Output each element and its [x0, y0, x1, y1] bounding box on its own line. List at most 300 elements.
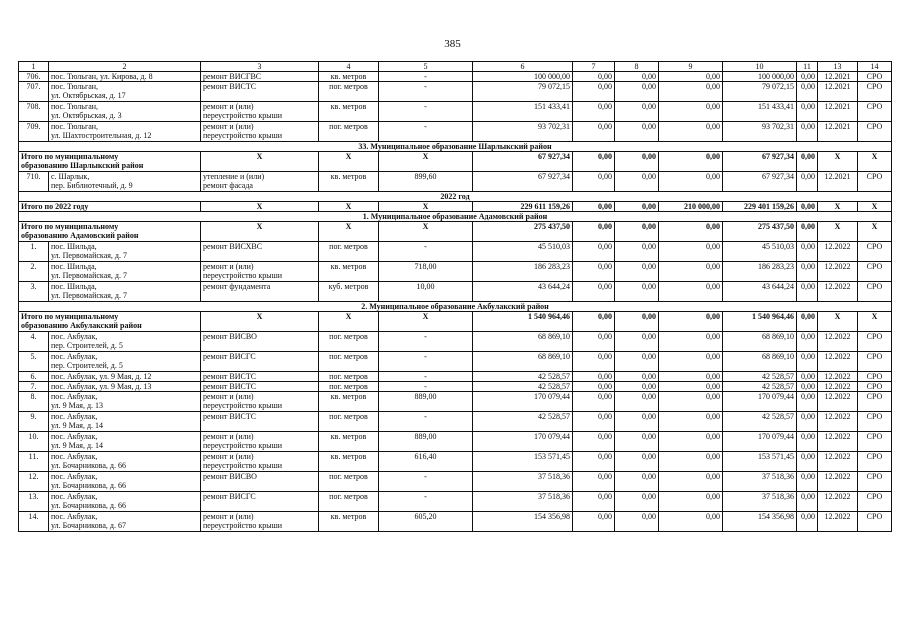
- table-cell: 0,00: [615, 312, 659, 332]
- table-cell: 1 540 964,46: [473, 312, 573, 332]
- table-cell: 0,00: [615, 172, 659, 192]
- table-cell: 0,00: [573, 262, 615, 282]
- table-cell: СРО: [858, 82, 892, 102]
- table-cell: 0,00: [573, 282, 615, 302]
- table-cell: 5: [379, 62, 473, 72]
- table-cell: ремонт ВИСГС: [201, 352, 319, 372]
- table-cell: 1 540 964,46: [723, 312, 797, 332]
- table-cell: СРО: [858, 172, 892, 192]
- table-cell: 42 528,57: [723, 412, 797, 432]
- table-cell: X: [818, 152, 858, 172]
- table-cell: 10: [723, 62, 797, 72]
- table-cell: СРО: [858, 382, 892, 392]
- table-cell: 13: [818, 62, 858, 72]
- table-cell: 0,00: [615, 152, 659, 172]
- table-cell: ремонт и (или) переустройство крыши: [201, 122, 319, 142]
- table-cell: пос. Тюльган, ул. Октябрьская, д. 17: [49, 82, 201, 102]
- table-cell: 0,00: [573, 432, 615, 452]
- table-cell: 0,00: [659, 512, 723, 532]
- table-cell: 10,00: [379, 282, 473, 302]
- table-cell: 153 571,45: [723, 452, 797, 472]
- table-cell: 12.2021: [818, 102, 858, 122]
- table-cell: пос. Акбулак, пер. Строителей, д. 5: [49, 352, 201, 372]
- table-cell: 710.: [19, 172, 49, 192]
- table-row: [19, 262, 892, 282]
- table-cell: 0,00: [659, 102, 723, 122]
- table-cell: ремонт ВИСГВС: [201, 72, 319, 82]
- table-cell: 67 927,34: [473, 152, 573, 172]
- table-row: [19, 452, 892, 472]
- table-cell: 0,00: [797, 392, 818, 412]
- table-cell: 12.2021: [818, 122, 858, 142]
- table-cell: кв. метров: [319, 512, 379, 532]
- table-cell: X: [858, 202, 892, 212]
- table-cell: 42 528,57: [723, 372, 797, 382]
- table-cell: 889,00: [379, 432, 473, 452]
- table-cell: СРО: [858, 242, 892, 262]
- table-cell: 0,00: [659, 372, 723, 382]
- table-cell: 79 072,15: [473, 82, 573, 102]
- table-cell: 0,00: [797, 72, 818, 82]
- table-cell: пос. Тюльган, ул. Шахтостроительная, д. 12: [49, 122, 201, 142]
- table-cell: куб. метров: [319, 282, 379, 302]
- table-cell: 0,00: [573, 222, 615, 242]
- table-cell: пог. метров: [319, 122, 379, 142]
- table-cell: -: [379, 352, 473, 372]
- table-cell: 37 518,36: [473, 472, 573, 492]
- table-cell: 0,00: [573, 242, 615, 262]
- table-cell: 68 869,10: [723, 352, 797, 372]
- table-cell: 3.: [19, 282, 49, 302]
- table-cell: -: [379, 372, 473, 382]
- table-cell: пос. Акбулак, пер. Строителей, д. 5: [49, 332, 201, 352]
- table-cell: 186 283,23: [473, 262, 573, 282]
- table-cell: СРО: [858, 412, 892, 432]
- table-cell: 0,00: [797, 172, 818, 192]
- table-cell: -: [379, 82, 473, 102]
- section-heading-row: [19, 192, 892, 202]
- table-cell: пог. метров: [319, 412, 379, 432]
- table-cell: 0,00: [615, 282, 659, 302]
- table-cell: СРО: [858, 452, 892, 472]
- table-cell: 37 518,36: [473, 492, 573, 512]
- table-cell: X: [379, 152, 473, 172]
- table-cell: СРО: [858, 392, 892, 412]
- table-cell: 0,00: [615, 452, 659, 472]
- table-cell: СРО: [858, 262, 892, 282]
- table-cell: пог. метров: [319, 472, 379, 492]
- table-cell: пос. Акбулак, ул. 9 Мая, д. 13: [49, 382, 201, 392]
- table-cell: пос. Тюльган, ул. Кирова, д. 8: [49, 72, 201, 82]
- table-cell: 2. Муниципальное образование Акбулакский район: [19, 302, 892, 312]
- table-cell: Итого по 2022 году: [19, 202, 201, 212]
- table-cell: 14.: [19, 512, 49, 532]
- table-cell: 709.: [19, 122, 49, 142]
- table-cell: ремонт ВИСТС: [201, 82, 319, 102]
- table-cell: пос. Шильда, ул. Первомайская, д. 7: [49, 262, 201, 282]
- table-cell: 42 528,57: [473, 372, 573, 382]
- table-cell: 154 356,98: [723, 512, 797, 532]
- table-cell: 0,00: [659, 282, 723, 302]
- table-row: [19, 242, 892, 262]
- table-cell: ремонт ВИСТС: [201, 382, 319, 392]
- table-cell: 12.2021: [818, 172, 858, 192]
- table-cell: 79 072,15: [723, 82, 797, 102]
- table-cell: ремонт ВИСВО: [201, 332, 319, 352]
- table-cell: 170 079,44: [723, 432, 797, 452]
- table-cell: 0,00: [573, 472, 615, 492]
- table-cell: 6.: [19, 372, 49, 382]
- table-cell: 12.2022: [818, 262, 858, 282]
- table-row: [19, 102, 892, 122]
- table-cell: 42 528,57: [473, 382, 573, 392]
- table-cell: ремонт и (или) переустройство крыши: [201, 392, 319, 412]
- table-cell: -: [379, 472, 473, 492]
- table-cell: 0,00: [659, 492, 723, 512]
- table-cell: пог. метров: [319, 332, 379, 352]
- table-cell: 37 518,36: [723, 492, 797, 512]
- table-cell: кв. метров: [319, 452, 379, 472]
- table-row: [19, 172, 892, 192]
- table-cell: пос. Шильда, ул. Первомайская, д. 7: [49, 242, 201, 262]
- table-cell: 5.: [19, 352, 49, 372]
- table-cell: X: [319, 152, 379, 172]
- section-heading-row: [19, 142, 892, 152]
- table-cell: пос. Акбулак, ул. Бочарникова, д. 66: [49, 492, 201, 512]
- table-cell: СРО: [858, 512, 892, 532]
- table-row: [19, 412, 892, 432]
- table-cell: X: [379, 222, 473, 242]
- table-cell: 0,00: [659, 262, 723, 282]
- table-cell: -: [379, 102, 473, 122]
- table-cell: 0,00: [797, 312, 818, 332]
- table-row: [19, 332, 892, 352]
- table-cell: пос. Шильда, ул. Первомайская, д. 7: [49, 282, 201, 302]
- table-cell: 4: [319, 62, 379, 72]
- table-cell: 0,00: [797, 222, 818, 242]
- table-cell: 0,00: [615, 72, 659, 82]
- table-cell: 12.: [19, 472, 49, 492]
- subtotal-row: [19, 152, 892, 172]
- table-cell: 0,00: [615, 122, 659, 142]
- table-cell: 0,00: [573, 72, 615, 82]
- table-cell: СРО: [858, 282, 892, 302]
- table-cell: 0,00: [659, 122, 723, 142]
- table-cell: 11: [797, 62, 818, 72]
- table-cell: 0,00: [659, 412, 723, 432]
- table-cell: 12.2022: [818, 282, 858, 302]
- table-cell: 42 528,57: [723, 382, 797, 392]
- table-cell: 10.: [19, 432, 49, 452]
- table-cell: кв. метров: [319, 102, 379, 122]
- table-cell: 0,00: [797, 382, 818, 392]
- table-cell: 12.2022: [818, 492, 858, 512]
- table-cell: 100 000,00: [723, 72, 797, 82]
- table-cell: 0,00: [659, 382, 723, 392]
- table-cell: 37 518,36: [723, 472, 797, 492]
- table-cell: 275 437,50: [473, 222, 573, 242]
- page-number: 385: [444, 38, 461, 50]
- table-cell: 0,00: [573, 202, 615, 212]
- table-cell: 0,00: [615, 492, 659, 512]
- table-cell: кв. метров: [319, 432, 379, 452]
- table-cell: 0,00: [797, 492, 818, 512]
- table-cell: 170 079,44: [723, 392, 797, 412]
- table-cell: 1: [19, 62, 49, 72]
- table-cell: 0,00: [573, 352, 615, 372]
- table-cell: -: [379, 242, 473, 262]
- capital-repair-table: [18, 61, 892, 532]
- table-cell: 0,00: [573, 512, 615, 532]
- table-cell: ремонт и (или) переустройство крыши: [201, 432, 319, 452]
- table-cell: 2.: [19, 262, 49, 282]
- table-cell: 0,00: [797, 102, 818, 122]
- table-cell: 0,00: [797, 242, 818, 262]
- table-cell: 151 433,41: [473, 102, 573, 122]
- table-cell: 3: [201, 62, 319, 72]
- table-row: [19, 372, 892, 382]
- table-cell: ремонт ВИСТС: [201, 412, 319, 432]
- table-cell: 0,00: [615, 372, 659, 382]
- table-cell: 0,00: [659, 332, 723, 352]
- table-cell: 0,00: [797, 452, 818, 472]
- table-cell: пос. Тюльган, ул. Октябрьская, д. 3: [49, 102, 201, 122]
- table-cell: 8: [615, 62, 659, 72]
- table-cell: 0,00: [797, 432, 818, 452]
- table-cell: X: [319, 312, 379, 332]
- table-row: [19, 392, 892, 412]
- table-cell: 0,00: [659, 352, 723, 372]
- table-cell: 0,00: [659, 312, 723, 332]
- table-cell: 0,00: [615, 202, 659, 212]
- table-cell: пос. Акбулак, ул. 9 Мая, д. 14: [49, 412, 201, 432]
- table-cell: 0,00: [615, 412, 659, 432]
- table-cell: -: [379, 412, 473, 432]
- table-cell: 0,00: [659, 392, 723, 412]
- section-heading-row: [19, 212, 892, 222]
- table-cell: X: [858, 312, 892, 332]
- table-cell: СРО: [858, 472, 892, 492]
- table-cell: 0,00: [615, 242, 659, 262]
- table-cell: 9: [659, 62, 723, 72]
- table-cell: 1.: [19, 242, 49, 262]
- table-cell: 0,00: [797, 352, 818, 372]
- table-row: [19, 72, 892, 82]
- table-cell: X: [319, 222, 379, 242]
- table-cell: 0,00: [615, 512, 659, 532]
- table-cell: 0,00: [797, 472, 818, 492]
- table-cell: 12.2022: [818, 412, 858, 432]
- table-cell: пос. Акбулак, ул. 9 Мая, д. 14: [49, 432, 201, 452]
- table-cell: Итого по муниципальному образованию Шарлыкский район: [19, 152, 201, 172]
- table-cell: 12.2021: [818, 72, 858, 82]
- table-cell: пос. Акбулак, ул. Бочарникова, д. 66: [49, 452, 201, 472]
- table-row: [19, 282, 892, 302]
- table-cell: ремонт и (или) переустройство крыши: [201, 102, 319, 122]
- table-cell: 0,00: [615, 102, 659, 122]
- table-cell: 0,00: [573, 82, 615, 102]
- table-cell: 0,00: [659, 452, 723, 472]
- table-cell: 12.2022: [818, 432, 858, 452]
- table-cell: 8.: [19, 392, 49, 412]
- table-cell: -: [379, 382, 473, 392]
- table-cell: 67 927,34: [723, 152, 797, 172]
- table-cell: 14: [858, 62, 892, 72]
- table-cell: 0,00: [615, 82, 659, 102]
- table-cell: X: [201, 152, 319, 172]
- table-cell: 12.2022: [818, 242, 858, 262]
- table-cell: 889,00: [379, 392, 473, 412]
- table-cell: 718,00: [379, 262, 473, 282]
- table-cell: 12.2022: [818, 352, 858, 372]
- table-cell: 0,00: [797, 372, 818, 382]
- table-cell: 0,00: [797, 122, 818, 142]
- table-cell: ремонт ВИСГС: [201, 492, 319, 512]
- table-cell: кв. метров: [319, 72, 379, 82]
- table-cell: ремонт ВИСТС: [201, 372, 319, 382]
- table-row: [19, 472, 892, 492]
- table-cell: -: [379, 122, 473, 142]
- table-cell: 0,00: [659, 432, 723, 452]
- table-cell: 12.2022: [818, 512, 858, 532]
- table-cell: СРО: [858, 102, 892, 122]
- table-cell: 1. Муниципальное образование Адамовский район: [19, 212, 892, 222]
- section-heading-row: [19, 302, 892, 312]
- table-cell: 0,00: [659, 242, 723, 262]
- table-cell: 7: [573, 62, 615, 72]
- table-cell: ремонт ВИСВО: [201, 472, 319, 492]
- table-cell: 0,00: [573, 122, 615, 142]
- table-cell: Итого по муниципальному образованию Акбулакский район: [19, 312, 201, 332]
- table-cell: 0,00: [615, 222, 659, 242]
- table-cell: X: [818, 222, 858, 242]
- table-cell: утепление и (или) ремонт фасада: [201, 172, 319, 192]
- table-cell: -: [379, 72, 473, 82]
- subtotal-row: [19, 312, 892, 332]
- table-cell: 0,00: [573, 172, 615, 192]
- table-cell: 0,00: [615, 382, 659, 392]
- table-cell: 0,00: [797, 282, 818, 302]
- table-cell: ремонт и (или) переустройство крыши: [201, 512, 319, 532]
- table-cell: 42 528,57: [473, 412, 573, 432]
- table-cell: 0,00: [659, 152, 723, 172]
- table-cell: 0,00: [573, 152, 615, 172]
- table-cell: 12.2022: [818, 382, 858, 392]
- table-cell: X: [379, 312, 473, 332]
- table-cell: СРО: [858, 72, 892, 82]
- table-cell: 100 000,00: [473, 72, 573, 82]
- table-cell: Итого по муниципальному образованию Адамовский район: [19, 222, 201, 242]
- table-cell: 0,00: [797, 412, 818, 432]
- table-cell: X: [858, 152, 892, 172]
- table-cell: 9.: [19, 412, 49, 432]
- table-cell: 0,00: [659, 72, 723, 82]
- table-cell: 67 927,34: [723, 172, 797, 192]
- table-cell: 0,00: [615, 332, 659, 352]
- table-cell: 12.2022: [818, 332, 858, 352]
- table-cell: 899,60: [379, 172, 473, 192]
- table-cell: 12.2022: [818, 472, 858, 492]
- table-row: [19, 492, 892, 512]
- table-cell: СРО: [858, 432, 892, 452]
- table-row: [19, 122, 892, 142]
- table-cell: 93 702,31: [473, 122, 573, 142]
- table-cell: 275 437,50: [723, 222, 797, 242]
- table-cell: пос. Акбулак, ул. 9 Мая, д. 12: [49, 372, 201, 382]
- table-row: [19, 352, 892, 372]
- table-cell: 707.: [19, 82, 49, 102]
- table-cell: СРО: [858, 352, 892, 372]
- table-cell: 229 611 159,26: [473, 202, 573, 212]
- table-cell: 708.: [19, 102, 49, 122]
- table-cell: 0,00: [797, 332, 818, 352]
- table-cell: -: [379, 332, 473, 352]
- table-cell: кв. метров: [319, 172, 379, 192]
- subtotal-row: [19, 202, 892, 212]
- table-cell: 11.: [19, 452, 49, 472]
- table-cell: 605,20: [379, 512, 473, 532]
- table-cell: 0,00: [573, 332, 615, 352]
- table-cell: 0,00: [573, 392, 615, 412]
- table-body: [19, 62, 892, 532]
- table-cell: 0,00: [573, 382, 615, 392]
- table-cell: -: [379, 492, 473, 512]
- table-cell: 0,00: [573, 412, 615, 432]
- table-cell: 13.: [19, 492, 49, 512]
- table-cell: 0,00: [797, 202, 818, 212]
- table-cell: 154 356,98: [473, 512, 573, 532]
- table-cell: X: [379, 202, 473, 212]
- table-cell: ремонт ВИСХВС: [201, 242, 319, 262]
- table-cell: 2022 год: [19, 192, 892, 202]
- table-cell: пос. Акбулак, ул. 9 Мая, д. 13: [49, 392, 201, 412]
- table-cell: 68 869,10: [723, 332, 797, 352]
- subtotal-row: [19, 222, 892, 242]
- table-cell: 6: [473, 62, 573, 72]
- table-cell: 33. Муниципальное образование Шарлыкский район: [19, 142, 892, 152]
- table-row: [19, 512, 892, 532]
- table-cell: 68 869,10: [473, 332, 573, 352]
- table-cell: 4.: [19, 332, 49, 352]
- table-row: [19, 382, 892, 392]
- table-cell: 12.2021: [818, 82, 858, 102]
- column-number-row: [19, 62, 892, 72]
- table-cell: 0,00: [615, 262, 659, 282]
- table-cell: кв. метров: [319, 262, 379, 282]
- table-cell: X: [201, 312, 319, 332]
- table-cell: 706.: [19, 72, 49, 82]
- table-cell: 0,00: [573, 492, 615, 512]
- table-cell: 67 927,34: [473, 172, 573, 192]
- table-cell: X: [818, 312, 858, 332]
- table-cell: 170 079,44: [473, 432, 573, 452]
- table-cell: 0,00: [659, 82, 723, 102]
- table-cell: 7.: [19, 382, 49, 392]
- table-cell: 0,00: [573, 102, 615, 122]
- table-cell: 0,00: [615, 392, 659, 412]
- table-cell: 616,40: [379, 452, 473, 472]
- table-cell: X: [201, 202, 319, 212]
- table-cell: 93 702,31: [723, 122, 797, 142]
- table-cell: 0,00: [797, 512, 818, 532]
- table-cell: 0,00: [659, 472, 723, 492]
- table-cell: 153 571,45: [473, 452, 573, 472]
- table-cell: 170 079,44: [473, 392, 573, 412]
- table-cell: 68 869,10: [473, 352, 573, 372]
- table-cell: 0,00: [659, 172, 723, 192]
- table-cell: пос. Акбулак, ул. Бочарникова, д. 67: [49, 512, 201, 532]
- table-cell: 0,00: [797, 262, 818, 282]
